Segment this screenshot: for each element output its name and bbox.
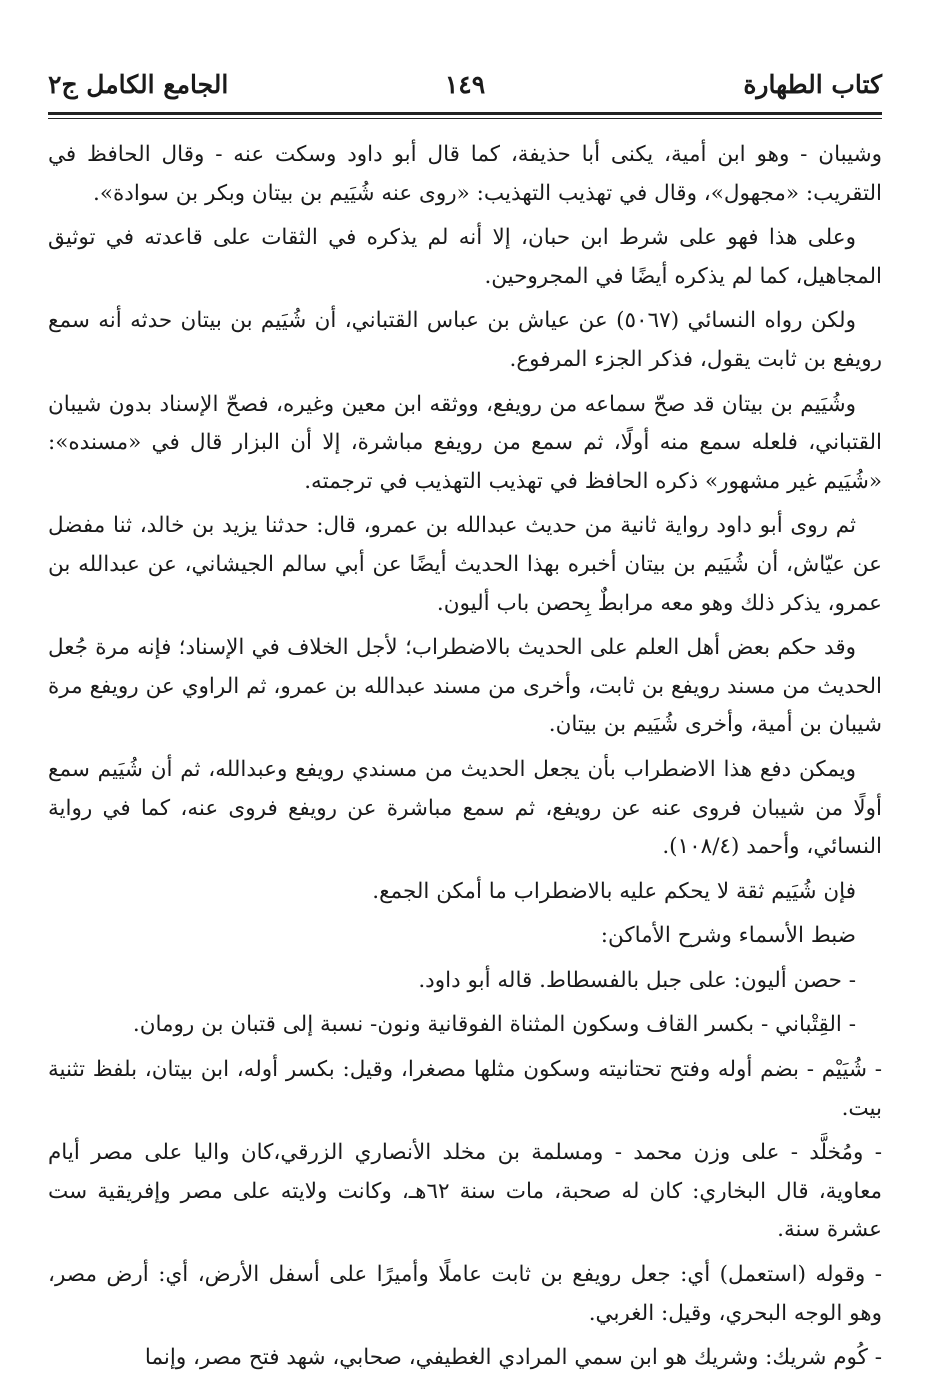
paragraph: ثم روى أبو داود رواية ثانية من حديث عبدالله بن عمرو، قال: حدثنا يزيد بن خالد، ثنا مفضل عن عيّاش، أن شُيَيم بن بيتان أخبره بهذا الحديث أيضًا عن أبي سالم الجيشاني، عن عبدالله بن عمرو، يذكر ذلك وهو معه مرابطٌ بِحصن باب أليون. xyxy=(48,513,882,616)
paragraph: وقد حكم بعض أهل العلم على الحديث بالاضطراب؛ لأجل الخلاف في الإسناد؛ فإنه مرة جُعل الحديث من مسند رويفع بن ثابت، وأخرى من مسند عبدالله بن عمرو، ثم الراوي عن رويفع مرة شيبان بن أمية، وأخرى شُيَيم بن بيتان. xyxy=(48,635,882,738)
body-text xyxy=(48,136,882,1384)
header-rule-thin xyxy=(48,118,882,119)
paragraph: وعلى هذا فهو على شرط ابن حبان، إلا أنه لم يذكره في الثقات على قاعدته في توثيق المجاهيل، كما لم يذكره أيضًا في المجروحين. xyxy=(48,225,882,289)
series-title: الجامع الكامل ج٢ xyxy=(48,70,229,99)
running-header xyxy=(48,70,882,110)
paragraph: ويمكن دفع هذا الاضطراب بأن يجعل الحديث من مسندي رويفع وعبدالله، ثم أن شُيَيم سمع أولًا من شيبان فروى عنه عن رويفع، ثم سمع مباشرة عن رويفع فروى عنه، كما في رواية النسائي، وأحمد (١٠٨/٤). xyxy=(48,756,882,860)
page-number: ١٤٩ xyxy=(444,70,486,99)
paragraph: وشيبان - وهو ابن أمية، يكنى أبا حذيفة، كما قال أبو داود وسكت عنه - وقال الحافظ في التقريب: «مجهول»، وقال في تهذيب التهذيب: «روى عنه شُيَيم بن بيتان وبكر بن سوادة». xyxy=(48,142,882,206)
gloss-item: - القِتْباني - بكسر القاف وسكون المثناة الفوقانية ونون- نسبة إلى قتبان بن رومان. xyxy=(132,1012,856,1038)
gloss-item: - حصن أليون: على جبل بالفسطاط. قاله أبو داود. xyxy=(418,967,856,993)
paragraph: ولكن رواه النسائي (٥٠٦٧) عن عياش بن عباس القتباني، أن شُيَيم بن بيتان حدثه أنه سمع رويفع بن ثابت يقول، فذكر الجزء المرفوع. xyxy=(48,308,882,372)
paragraph: وشُيَيم بن بيتان قد صحّ سماعه من رويفع، ووثقه ابن معين وغيره، فصحّ الإسناد بدون شيبان القتباني، فلعله سمع منه أولًا، ثم سمع من رويفع مباشرة، إلا أن البزار قال في «مسنده»: «شُيَيم غير مشهور» ذكره الحافظ في تهذيب التهذيب في ترجمته. xyxy=(48,391,882,494)
gloss-item: - شُيَيْم - بضم أوله وفتح تحتانيته وسكون مثلها مصغرا، وقيل: بكسر أوله، ابن بيتان، بلفظ تثنية بيت. xyxy=(48,1057,882,1121)
paragraph: فإن شُيَيم ثقة لا يحكم عليه بالاضطراب ما أمكن الجمع. xyxy=(372,878,856,904)
gloss-item: - ومُخلَّد - على وزن محمد - ومسلمة بن مخلد الأنصاري الزرقي،كان واليا على مصر أيام معاوية، قال البخاري: كان له صحبة، مات سنة ٦٢هـ، وكانت ولايته على مصر وإفريقية ست عشرة سنة. xyxy=(48,1140,882,1243)
book-title: كتاب الطهارة xyxy=(743,70,882,99)
gloss-item: - كُوم شريك: وشريك هو ابن سمي المرادي الغطيفي، صحابي، شهد فتح مصر، وإنما xyxy=(144,1345,882,1371)
gloss-item: - وقوله (استعمل) أي: جعل رويفع بن ثابت عاملًا وأميرًا على أسفل الأرض، أي: أرض مصر، وهو الوجه البحري، وقيل: الغربي. xyxy=(48,1262,882,1326)
header-rule-thick xyxy=(48,112,882,115)
section-heading: ضبط الأسماء وشرح الأماكن: xyxy=(600,923,856,949)
